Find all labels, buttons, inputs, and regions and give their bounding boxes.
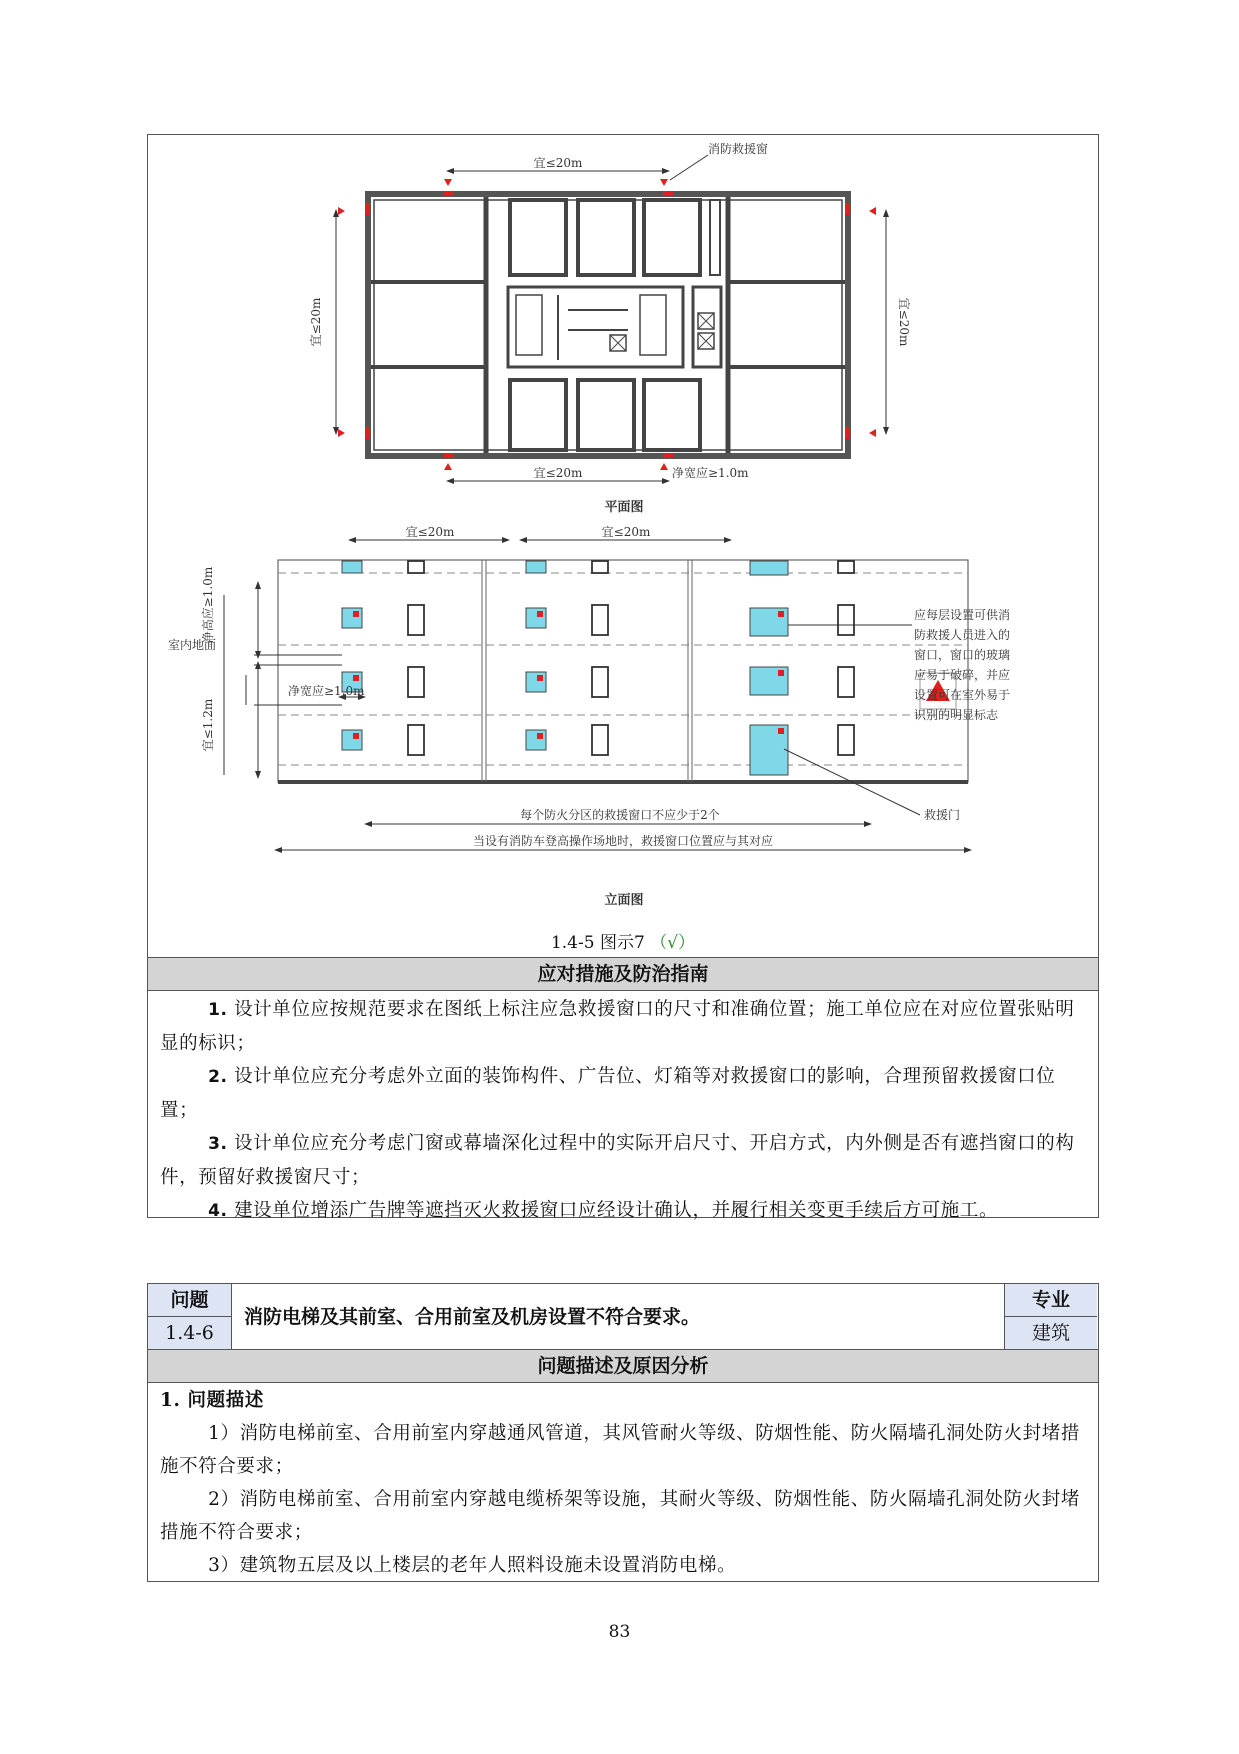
- measure-item: 2. 设计单位应充分考虑外立面的装饰构件、广告位、灯箱等对救援窗口的影响，合理预留救援窗口位置；: [160, 1066, 1056, 1121]
- elev-note-line-1: 应每层设置可供消: [914, 608, 1011, 622]
- plan-dist-left: 宜≤20m: [309, 297, 323, 347]
- measures-heading: 应对措施及防治指南: [147, 957, 1099, 991]
- major-label: 专业: [1004, 1284, 1097, 1317]
- plan-window-label: 消防救援窗: [708, 142, 769, 156]
- measure-item: 4. 建设单位增添广告牌等遮挡灭火救援窗口应经设计确认，并履行相关变更手续后方可施工。: [208, 1200, 999, 1221]
- plan-rescue-window-markers: [338, 179, 876, 470]
- elev-door-label: 救援门: [924, 808, 961, 822]
- problem-code: 1.4-6: [148, 1317, 232, 1350]
- problem-item: 2）消防电梯前室、合用前室内穿越电缆桥架等设施，其耐火等级、防烟性能、防火隔墙孔洞处防火封堵措施不符合要求；: [160, 1489, 1080, 1543]
- elevation-title: 立面图: [604, 893, 644, 908]
- elev-note-line-2: 防救援人员进入的: [914, 628, 1011, 642]
- elev-note-line-6: 识别的明显标志: [914, 708, 999, 722]
- plan-clear-width: 净宽应≥1.0m: [672, 466, 749, 480]
- measure-item: 3. 设计单位应充分考虑门窗或幕墙深化过程中的实际开启尺寸、开启方式，内外侧是否有遮挡窗口的构件，预留好救援窗尺寸；: [160, 1133, 1075, 1188]
- elev-floor-label: 室内地面: [168, 638, 217, 652]
- elev-note-line-3: 窗口，窗口的玻璃: [914, 648, 1011, 662]
- plan-dist-bottom: 宜≤20m: [533, 466, 583, 480]
- page-number: 83: [608, 1622, 631, 1642]
- fire-rescue-window-drawing: [148, 135, 1098, 915]
- elev-note-line-4: 应易于破碎，并应: [914, 668, 1011, 682]
- figure-box: [147, 134, 1099, 957]
- elev-clear-width: 净宽应≥1.0m: [288, 684, 365, 698]
- floor-plan: [368, 194, 848, 456]
- plan-title: 平面图: [604, 500, 644, 515]
- problem-label: 问题: [148, 1284, 232, 1317]
- elev-sill-height: 宜≤1.2m: [201, 698, 215, 752]
- figure-caption: [148, 928, 1098, 953]
- major-value: 建筑: [1004, 1317, 1097, 1350]
- measures-body: [147, 990, 1099, 1221]
- elev-dist-2: 宜≤20m: [601, 525, 651, 539]
- plan-dist-right: 宜≤20m: [897, 297, 911, 347]
- elev-dim-align: 当设有消防车登高操作场地时，救援窗口位置应与其对应: [472, 834, 774, 848]
- analysis-heading: 问题描述及原因分析: [147, 1349, 1099, 1383]
- problem-item: 3）建筑物五层及以上楼层的老年人照料设施未设置消防电梯。: [208, 1555, 737, 1576]
- figure-caption-mark: （√）: [650, 933, 696, 953]
- problem-description: [147, 1382, 1099, 1582]
- problem-title: 消防电梯及其前室、合用前室及机房设置不符合要求。: [244, 1306, 701, 1328]
- elev-clear-height: 净高应≥1.0m: [201, 566, 215, 644]
- problem-item: 1）消防电梯前室、合用前室内穿越通风管道，其风管耐火等级、防烟性能、防火隔墙孔洞处防火封堵措施不符合要求；: [160, 1423, 1080, 1477]
- measure-item: 1. 设计单位应按规范要求在图纸上标注应急救援窗口的尺寸和准确位置；施工单位应在对应位置张贴明显的标识；: [160, 999, 1075, 1054]
- section-title: 1. 问题描述: [160, 1390, 264, 1411]
- figure-caption-text: 1.4-5 图示7: [550, 933, 645, 953]
- elev-dist-1: 宜≤20m: [405, 525, 455, 539]
- elev-dim-count: 每个防火分区的救援窗口不应少于2个: [520, 808, 720, 822]
- elev-note-line-5: 设置可在室外易于: [914, 688, 1011, 702]
- problem-table: [147, 1283, 1099, 1351]
- plan-dist-top: 宜≤20m: [533, 156, 583, 170]
- elevation: [168, 525, 1010, 908]
